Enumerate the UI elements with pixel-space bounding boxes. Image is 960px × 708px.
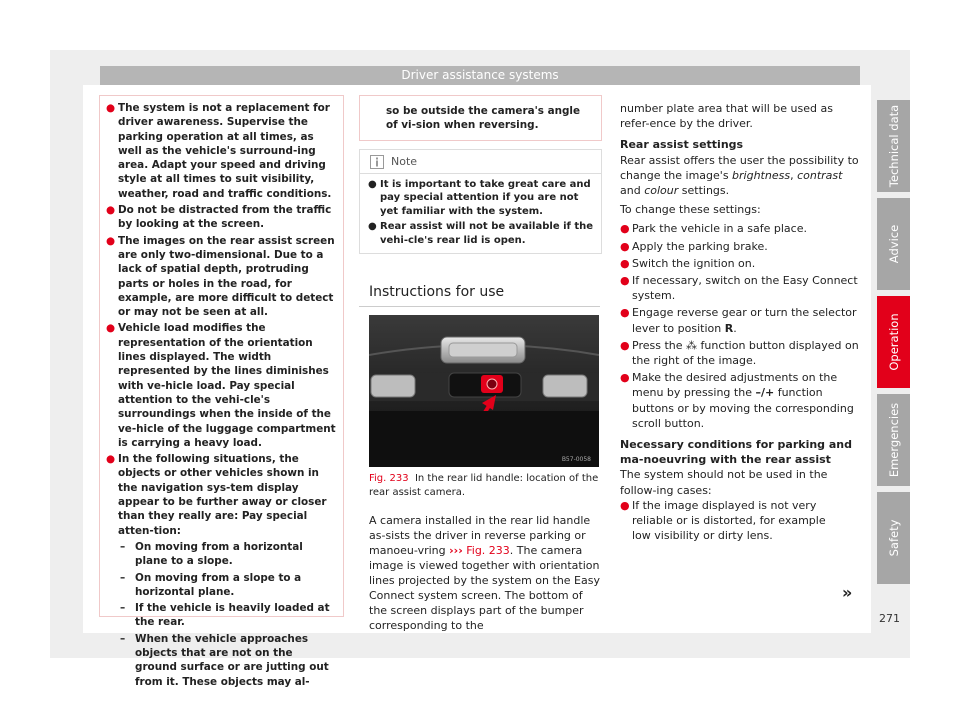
sub-list-item: – If the vehicle is heavily loaded at the rear. (120, 602, 330, 629)
figure-label: Fig. 233 (369, 473, 409, 484)
bullet-icon: ● (106, 322, 116, 335)
intro-continued: number plate area that will be used as refer-ence by the driver. (620, 102, 833, 131)
list-item: ● Park the vehicle in a safe place. (620, 222, 807, 236)
bullet-icon: ● (106, 453, 116, 466)
continue-marker: » (842, 583, 853, 602)
arrow-ref-icon: ››› (449, 544, 463, 557)
list-item: ● The images on the rear assist screen are only two-dimensional. Due to a lack of spatial depth, protruding parts or holes in the road, for example, are more difficult to detect or may not be seen at all. (106, 234, 335, 319)
page-header (100, 66, 860, 85)
settings-paragraph: Rear assist offers the user the possibility to change the image's brightness, contrast and colour settings. (620, 153, 859, 198)
sub-list-item: – On moving from a slope to a horizontal plane. (120, 571, 302, 598)
bullet-icon: ● (620, 274, 630, 288)
rear-lid-illustration (369, 315, 599, 467)
bullet-icon: ● (106, 204, 116, 217)
list-item: ● The system is not a replacement for driver awareness. Supervise the parking operation at all times, as well as the vehicle's surround-ing area. Adapt your speed and driving style at all times to suit visibility, weather, road and traffic conditions. (106, 102, 332, 200)
note-header (360, 150, 601, 174)
settings-function-icon: ⁂ (686, 338, 697, 352)
section-title: Instructions for use (369, 284, 505, 300)
page-number: 271 (879, 612, 900, 625)
list-item: ● It is important to take great care and pay special attention if you are not yet familiar with the system. (368, 179, 591, 217)
bullet-icon: ● (620, 371, 630, 385)
tab-emergencies[interactable]: Emergencies (877, 394, 910, 486)
bullet-icon: ● (368, 179, 377, 190)
figure-code: B57-0058 (561, 456, 591, 463)
tab-technical-data[interactable]: Technical data (877, 100, 910, 192)
figure-link[interactable]: Fig. 233 (462, 544, 510, 557)
right-column (620, 101, 862, 545)
list-item: ● In the following situations, the objects or other vehicles shown in the navigation sys-tem display appear to be further away or closer than they really are: Pay special atten-tion: (106, 453, 327, 537)
list-item: ● Vehicle load modifies the representation of the orientation lines displayed. The width represented by the lines diminishes with ve-hicle load. Pay special attention to the vehi-cle's surroundings when the inside of the ve-hicle of the luggage compartment is carrying a heavy load. (106, 322, 336, 449)
change-settings-text: To change these settings: (620, 203, 761, 217)
figure-caption (369, 472, 601, 500)
list-item: ● Press the ⁂ function button displayed on the right of the image. (620, 338, 859, 368)
list-item: ● Engage reverse gear or turn the selector lever to position R. (620, 306, 857, 335)
list-item: ● Switch the ignition on. (620, 256, 756, 270)
bullet-icon: ● (106, 102, 116, 114)
subheading-conditions: Necessary conditions for parking and ma-noeuvring with the rear assist (620, 438, 853, 467)
bullet-icon: ● (620, 256, 630, 270)
note-text (368, 178, 596, 249)
header-title: Driver assistance systems (401, 68, 559, 82)
list-item: ● Do not be distracted from the traffic by looking at the screen. (106, 204, 332, 231)
list-item: ● Apply the parking brake. (620, 239, 768, 253)
subheading-settings: Rear assist settings (620, 138, 744, 152)
bullet-icon: ● (620, 222, 630, 236)
conditions-paragraph: The system should not be used in the follow-ing cases: (620, 468, 828, 497)
intro-paragraph: A camera installed in the rear lid handle as-sists the driver in reverse parking or manoeu-vring ››› Fig. 233. The camera image is viewed together with orientation lines projected by the system on the Easy Connect system screen. The bottom of the screen displays part of the bumper corresponding to the (369, 514, 600, 632)
bullet-icon: ● (106, 234, 116, 247)
info-icon (370, 155, 384, 169)
sub-list-item: – When the vehicle approaches objects that are not on the ground surface or are jutting out from it. These objects may al- (120, 632, 329, 688)
warning-continued-text: so be outside the camera's angle of vi-sion when reversing. (386, 105, 581, 132)
figure-caption-text: In the rear lid handle: location of the rear assist camera. (369, 473, 599, 498)
note-box (359, 149, 602, 254)
warning-text-left (106, 101, 338, 691)
tab-operation[interactable]: Operation (877, 296, 910, 388)
list-item: ● If necessary, switch on the Easy Connect system. (620, 274, 858, 303)
list-item: ● Make the desired adjustments on the menu by pressing the –/+ function buttons or by moving the corresponding scroll button. (620, 371, 854, 430)
sub-list-item: – On moving from a horizontal plane to a slope. (120, 540, 303, 568)
divider (359, 306, 600, 307)
tab-safety[interactable]: Safety (877, 492, 910, 584)
list-item: ● If the image displayed is not very reliable or is distorted, for example low visibility or dirty lens. (620, 498, 826, 543)
bullet-icon: ● (620, 239, 630, 253)
list-item: ● Rear assist will not be available if the vehi-cle's rear lid is open. (368, 221, 594, 246)
bullet-icon: ● (620, 306, 630, 320)
figure-rear-camera (369, 315, 599, 467)
bullet-icon: ● (368, 221, 377, 233)
bullet-icon: ● (620, 498, 630, 512)
note-title: Note (391, 155, 418, 168)
tab-advice[interactable]: Advice (877, 198, 910, 290)
bullet-icon: ● (620, 338, 630, 352)
